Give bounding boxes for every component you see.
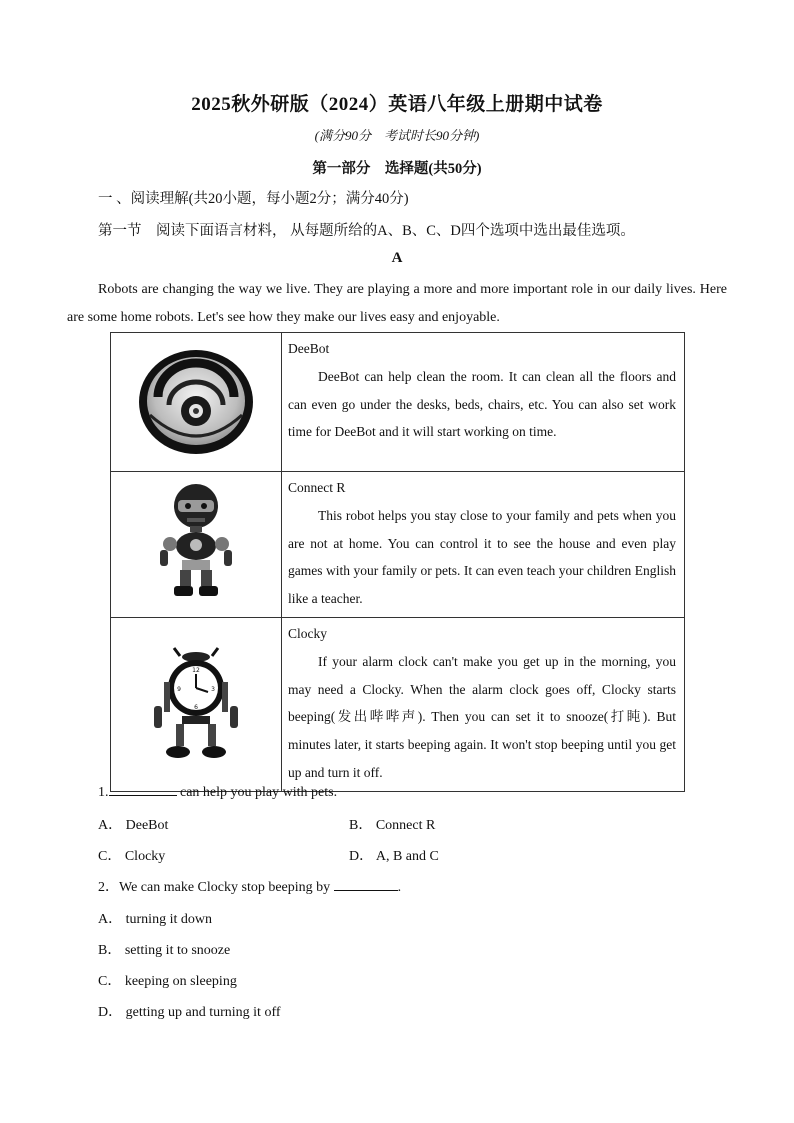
robot-description: DeeBot can help clean the room. It can clean all the floors and can even go under the desks, beds, chairs, etc. You can also set work time for DeeBot and it will start working on time. bbox=[288, 368, 676, 440]
robot-row-deebot bbox=[111, 333, 685, 472]
option-text: setting it to snooze bbox=[124, 943, 231, 958]
option-d[interactable] bbox=[349, 845, 439, 865]
passage-label: A bbox=[391, 250, 403, 266]
option-a[interactable] bbox=[98, 814, 168, 834]
part-heading: 第一部分 选择题(共50分) bbox=[312, 161, 482, 177]
option-c[interactable] bbox=[98, 970, 237, 990]
question-2-stem bbox=[98, 876, 401, 896]
alarm-clock-robot-image bbox=[146, 642, 246, 762]
option-a[interactable] bbox=[98, 908, 212, 928]
option-letter: D． bbox=[98, 1005, 123, 1020]
exam-title: 2025秋外研版（2024）英语八年级上册期中试卷 bbox=[191, 94, 603, 115]
question-end: . bbox=[397, 880, 402, 895]
option-text: Clocky bbox=[124, 849, 166, 864]
svg-text:6: 6 bbox=[194, 703, 198, 711]
robot-vacuum-image bbox=[136, 345, 256, 455]
robot-name: Clocky bbox=[288, 625, 327, 641]
option-b[interactable] bbox=[98, 939, 230, 959]
connect-r-text-cell bbox=[282, 472, 685, 618]
option-text: turning it down bbox=[125, 912, 212, 927]
option-text: keeping on sleeping bbox=[124, 974, 237, 989]
answer-blank[interactable] bbox=[109, 795, 177, 796]
clocky-text-cell bbox=[282, 617, 685, 791]
option-text: A, B and C bbox=[375, 849, 439, 864]
robot-table bbox=[110, 332, 685, 792]
question-text: can help you play with pets. bbox=[176, 785, 338, 800]
option-d[interactable] bbox=[98, 1001, 281, 1021]
question-text: We can make Clocky stop beeping by bbox=[119, 880, 334, 895]
robot-row-clocky bbox=[111, 617, 685, 791]
option-text: Connect R bbox=[375, 818, 436, 833]
section-heading: 一 、阅读理解(共20小题，每小题2分；满分40分) bbox=[98, 191, 409, 207]
option-letter: B． bbox=[349, 818, 373, 833]
option-letter: C． bbox=[98, 974, 122, 989]
robot-row-connect-r bbox=[111, 472, 685, 618]
svg-text:9: 9 bbox=[177, 685, 181, 693]
answer-blank[interactable] bbox=[334, 890, 398, 891]
humanoid-robot-image bbox=[156, 482, 236, 602]
robot-description: This robot helps you stay close to your family and pets when you are not at home. You can control it to see the house and even play games with your family or pets. It can even teach your children English like a teacher. bbox=[288, 507, 676, 607]
passage-intro: Robots are changing the way we live. They are playing a more and more important role in our daily lives. Here are some home robots. Let's see how they make our lives easy and enjoyable. bbox=[67, 282, 727, 325]
deebot-text-cell bbox=[282, 333, 685, 472]
option-letter: C． bbox=[98, 849, 122, 864]
deebot-image-cell bbox=[111, 333, 282, 472]
option-b[interactable] bbox=[349, 814, 435, 834]
option-letter: D． bbox=[349, 849, 374, 864]
connect-r-image-cell bbox=[111, 472, 282, 618]
robot-description: If your alarm clock can't make you get up in the morning, you may need a Clocky. When the alarm clock goes off, Clocky starts beeping(发出哔哔声). Then you can set it to snooze(打盹). But minutes later, it starts beeping again. It won't stop beeping until you get up and turn it off. bbox=[288, 653, 676, 780]
svg-text:12: 12 bbox=[192, 666, 200, 674]
question-number: 2． bbox=[98, 880, 119, 895]
robot-name: DeeBot bbox=[288, 341, 330, 356]
option-text: DeeBot bbox=[125, 818, 169, 833]
option-c[interactable] bbox=[98, 845, 165, 865]
option-letter: A． bbox=[98, 912, 123, 927]
exam-subtitle: (满分90分 考试时长90分钟) bbox=[314, 128, 480, 143]
option-letter: A． bbox=[98, 818, 123, 833]
question-number: 1. bbox=[98, 785, 109, 800]
option-text: getting up and turning it off bbox=[125, 1005, 281, 1020]
robot-name: Connect R bbox=[288, 480, 346, 495]
clocky-image-cell bbox=[111, 617, 282, 791]
question-1-stem bbox=[98, 785, 337, 801]
svg-text:3: 3 bbox=[211, 685, 215, 693]
option-letter: B． bbox=[98, 943, 122, 958]
section-instruction: 第一节 阅读下面语言材料， 从每题所给的A、B、C、D四个选项中选出最佳选项。 bbox=[98, 223, 635, 239]
